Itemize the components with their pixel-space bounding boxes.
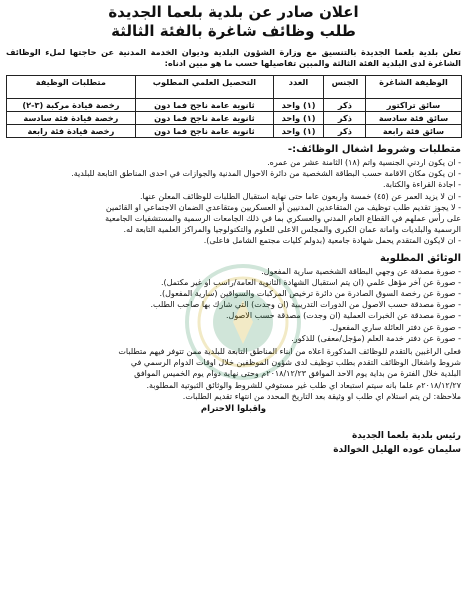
closing-note: ملاحظة: لن يتم استلام اي طلب او وثيقة بعد التاريخ المحدد من انتهاء تقديم الطلبات.	[182, 391, 461, 401]
cell-requirements: رخصة قيادة فئة رابعة	[6, 125, 136, 138]
cell-count: (١) واحد	[273, 125, 324, 138]
list-item: - لا يجوز تقديم طلب توظيف من المتقاعدين المدنيين أو العسكريين ومتقاعدي الضمان الاجتماعي او القائمين	[105, 202, 461, 212]
announcement-header	[0, 0, 467, 41]
documents-heading: الوثائق المطلوبة	[379, 252, 461, 264]
list-item: - صورة عن دفتر خدمة العلم (مؤجل/معفى) للذكور.	[291, 333, 461, 343]
cell-vacancy: سائق تراكتور	[366, 99, 461, 112]
list-item: - ان يكون مكان الاقامة حسب البطاقة الشخصية من دائرة الاحوال المدنية والجوازات في احدى المناطق التابعة للبلدية.	[71, 169, 461, 179]
list-item: على رأس عملهم في القطاع العام المدني والعسكري بما في ذلك الجامعات الرسمية والمستشفيات الجامعية	[105, 214, 461, 224]
closing-thanks: واقبلوا الاحترام	[200, 404, 267, 415]
cell-requirements: رخصة قيادة مركبة (٣-٢)	[6, 99, 136, 112]
list-item: - ان لايكون المتقدم يحمل شهادة جامعية (بدولم كليات مجتمع الشامل فاعلى).	[203, 236, 461, 246]
list-item: - ان يكون اردني الجنسية واتم (١٨) الثامنة عشر من عمره.	[267, 158, 461, 167]
list-item: - صورة مصدقة حسب الاصول من الدورات التدريبية (ان وجدت) التي شارك بها صاحب الطلب.	[150, 300, 461, 310]
requirements-heading: متطلبات وشروط اشغال الوظائف:-	[287, 144, 461, 155]
list-item: - اجادة القراءة والكتابة.	[382, 180, 461, 190]
header-vacancy: الوظيفة الشاغرة	[366, 76, 461, 99]
list-item: الرسمية والبلديات وامانة عمان الكبرى والمجلس الاعلى للعلوم والتكنولوجيا والمراكز العلمية التابعة له.	[123, 225, 461, 235]
intro-paragraph: تعلن بلدية بلعما الجديدة بالتنسيق مع وزارة الشؤون البلدية وديوان الخدمة المدنية عن حاجتها لملء الوظائف الشاغرة لدى البلدية الفئة الثالثة والمبين تفاصيلها حسب ما هو مبين ادناه:	[6, 47, 461, 68]
list-item: - ان لا يزيد العمر عن (٤٥) خمسة واربعون عاما حتى نهاية استقبال الطلبات للوظائف المعلن عنها.	[139, 191, 461, 201]
cell-gender: ذكر	[324, 112, 366, 125]
list-item: - صورة عن آخر مؤهل علمي (ان يتم استقبال الشهادة الثانوية العامة/راسب او غير مكتمل).	[160, 277, 461, 287]
cell-vacancy: سائق فئة رابعة	[366, 125, 461, 138]
table-header-row	[6, 76, 461, 99]
cell-gender: ذكر	[324, 125, 366, 138]
table-row	[6, 99, 461, 112]
closing-paragraph	[0, 344, 467, 402]
signature-title: رئيس بلدية بلعما الجديدة	[351, 431, 461, 442]
header-count: العدد	[273, 76, 324, 99]
header-gender: الجنس	[324, 76, 366, 99]
cell-count: (١) واحد	[273, 112, 324, 125]
cell-education: ثانوية عامة ناجح فما دون	[136, 125, 273, 138]
table-row	[6, 125, 461, 138]
list-item: - صورة مصدقة عن وجهي البطاقة الشخصية سارية المفعول.	[261, 266, 461, 276]
cell-count: (١) واحد	[273, 99, 324, 112]
list-item: - صورة عن رخصة السوق الصادرة من دائرة ترخيص المركبات والسواقين (سارية المفعول).	[159, 289, 461, 299]
closing-line: فعلى الراغبين بالتقدم للوظائف المذكورة اعلاه من ابناء المناطق التابعة للبلدية ممن تتوفر فيهم متطلبات	[118, 347, 461, 357]
header-requirements: متطلبات الوظيفة	[6, 76, 136, 99]
list-item: - صورة مصدقة عن الخبرات العملية (ان وجدت) مصدقة حسب الاصول.	[225, 311, 461, 321]
cell-vacancy: سائق فئة سادسة	[366, 112, 461, 125]
closing-line: البلدية خلال الفترة من بداية يوم الاحد الموافق ٢٠١٨/١٢/٢٣م وحتى نهاية دوام يوم الخميس الموافق	[134, 369, 461, 379]
announcement-subtitle: طلب وظائف شاغرة بالفئة الثالثة	[111, 22, 356, 40]
closing-line: شروط واشغال الوظائف التقدم بطلب توظيف لدى شؤون الموظفين خلال اوقات الدوام الرسمي في	[130, 358, 461, 368]
signature-block	[0, 415, 467, 457]
requirements-list	[0, 157, 467, 247]
table-row	[6, 112, 461, 125]
announcement-title: اعلان صادر عن بلدية بلعما الجديدة	[108, 3, 359, 21]
closing-line: ٢٠١٨/١٢/٢٧م علما بانه سيتم استبعاد اي طلب غير مستوفي للشروط والوثائق الثبوتية المطلوبة.	[146, 380, 461, 390]
cell-requirements: رخصة قيادة فئة سادسة	[6, 112, 136, 125]
list-item: - صورة عن دفتر العائلة ساري المفعول.	[329, 322, 461, 332]
documents-list	[0, 266, 467, 344]
vacancies-table	[6, 75, 462, 138]
cell-education: ثانوية عامة ناجح فما دون	[136, 99, 273, 112]
header-education: التحصيل العلمي المطلوب	[136, 76, 273, 99]
cell-education: ثانوية عامة ناجح فما دون	[136, 112, 273, 125]
cell-gender: ذكر	[324, 99, 366, 112]
signature-name: سليمان عوده الهليل الخوالدة	[333, 445, 461, 456]
